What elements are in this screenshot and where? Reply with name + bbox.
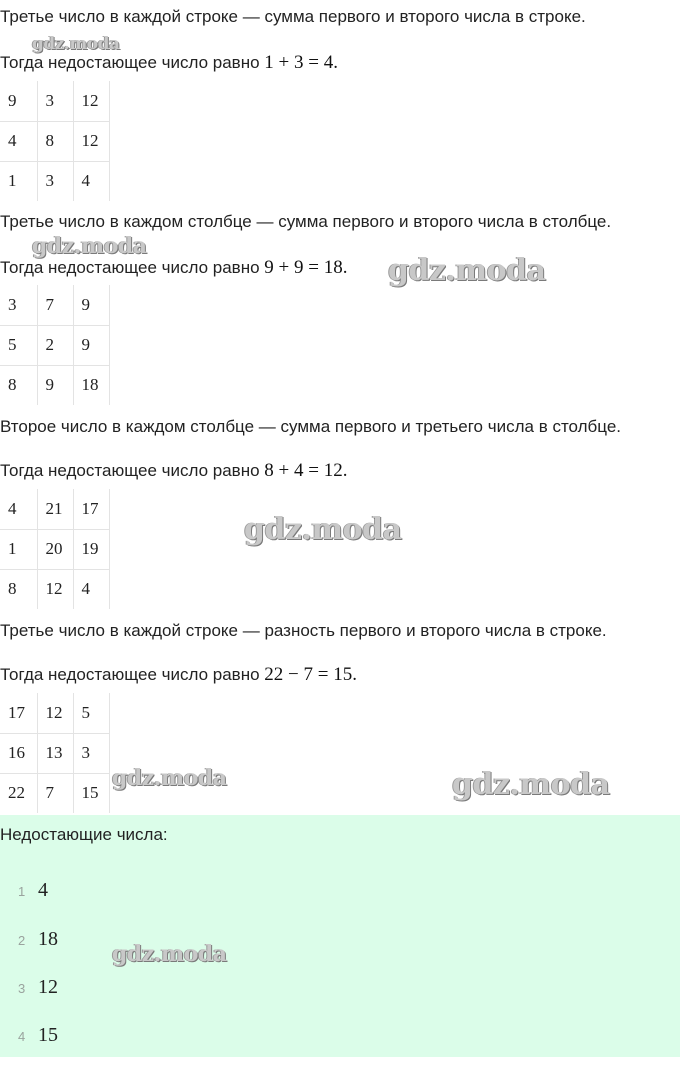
table-cell: 17 xyxy=(73,489,109,529)
answer-value: 18 xyxy=(38,928,58,950)
answer-number: 2 xyxy=(18,933,26,948)
rule-text-1: Третье число в каждой строке — сумма первого и второго числа в строке. xyxy=(0,7,586,26)
answer-item xyxy=(18,976,58,999)
watermark-logo: gdz.moda xyxy=(32,34,120,54)
answer-box xyxy=(0,815,680,1057)
table-row xyxy=(0,773,109,813)
table-cell: 3 xyxy=(73,733,109,773)
table-cell: 9 xyxy=(73,325,109,365)
table-cell: 12 xyxy=(37,693,73,733)
rule-text-2: Третье число в каждом столбце — сумма первого и второго числа в столбце. xyxy=(0,212,612,231)
result-line-3 xyxy=(0,460,347,482)
table-row xyxy=(0,693,109,733)
table-cell: 3 xyxy=(0,285,37,325)
number-table-1 xyxy=(0,81,110,201)
table-cell: 8 xyxy=(37,121,73,161)
table-row xyxy=(0,161,109,201)
table-cell: 1 xyxy=(0,161,37,201)
result-prefix-2: Тогда недостающее число равно xyxy=(0,258,265,277)
table-cell: 12 xyxy=(37,569,73,609)
answer-title: Недостающие числа: xyxy=(0,825,168,844)
table-row xyxy=(0,325,109,365)
result-line-4 xyxy=(0,664,357,686)
table-cell: 5 xyxy=(0,325,37,365)
table-cell: 15 xyxy=(73,773,109,813)
rule-text-3: Второе число в каждом столбце — сумма первого и третьего числа в столбце. xyxy=(0,417,621,436)
table-row xyxy=(0,121,109,161)
equation-2: 9 + 9 = 18. xyxy=(264,257,348,278)
table-cell: 18 xyxy=(73,365,109,405)
table-cell: 12 xyxy=(73,81,109,121)
table-cell: 2 xyxy=(37,325,73,365)
result-prefix-1: Тогда недостающее число равно xyxy=(0,53,265,72)
table-row xyxy=(0,529,109,569)
table-row xyxy=(0,489,109,529)
number-table-3 xyxy=(0,489,110,609)
number-table-2 xyxy=(0,285,110,405)
table-row xyxy=(0,569,109,609)
answer-number: 1 xyxy=(18,884,26,899)
answer-item xyxy=(18,928,58,951)
table-cell: 12 xyxy=(73,121,109,161)
watermark-logo: gdz.moda xyxy=(388,253,546,288)
table-row xyxy=(0,81,109,121)
answer-item xyxy=(18,1024,58,1047)
equation-4: 22 − 7 = 15. xyxy=(264,664,357,685)
table-cell: 4 xyxy=(73,569,109,609)
table-cell: 8 xyxy=(0,365,37,405)
table-cell: 20 xyxy=(37,529,73,569)
table-cell: 4 xyxy=(0,121,37,161)
equation-1: 1 + 3 = 4. xyxy=(264,52,338,73)
table-cell: 19 xyxy=(73,529,109,569)
table-row xyxy=(0,365,109,405)
answer-value: 12 xyxy=(38,976,58,998)
table-row xyxy=(0,733,109,773)
answer-value: 4 xyxy=(38,879,48,901)
answer-number: 3 xyxy=(18,981,26,996)
result-line-2 xyxy=(0,257,347,279)
table-cell: 4 xyxy=(0,489,37,529)
result-prefix-4: Тогда недостающее число равно xyxy=(0,665,265,684)
table-cell: 7 xyxy=(37,285,73,325)
number-table-4 xyxy=(0,693,110,813)
answer-item xyxy=(18,879,48,902)
watermark-logo: gdz.moda xyxy=(452,767,610,802)
watermark-logo: gdz.moda xyxy=(244,512,402,547)
table-cell: 8 xyxy=(0,569,37,609)
watermark-logo: gdz.moda xyxy=(112,941,227,967)
table-cell: 22 xyxy=(0,773,37,813)
table-cell: 7 xyxy=(37,773,73,813)
table-cell: 9 xyxy=(37,365,73,405)
result-line-1 xyxy=(0,52,338,74)
table-cell: 16 xyxy=(0,733,37,773)
table-cell: 3 xyxy=(37,81,73,121)
table-cell: 13 xyxy=(37,733,73,773)
table-cell: 1 xyxy=(0,529,37,569)
table-cell: 9 xyxy=(0,81,37,121)
table-cell: 21 xyxy=(37,489,73,529)
watermark-logo: gdz.moda xyxy=(32,233,147,259)
rule-text-4: Третье число в каждой строке — разность первого и второго числа в строке. xyxy=(0,621,607,640)
table-row xyxy=(0,285,109,325)
table-cell: 4 xyxy=(73,161,109,201)
table-cell: 9 xyxy=(73,285,109,325)
table-cell: 5 xyxy=(73,693,109,733)
equation-3: 8 + 4 = 12. xyxy=(264,460,348,481)
table-cell: 3 xyxy=(37,161,73,201)
watermark-logo: gdz.moda xyxy=(112,765,227,791)
answer-value: 15 xyxy=(38,1024,58,1046)
table-cell: 17 xyxy=(0,693,37,733)
answer-number: 4 xyxy=(18,1029,26,1044)
result-prefix-3: Тогда недостающее число равно xyxy=(0,461,265,480)
